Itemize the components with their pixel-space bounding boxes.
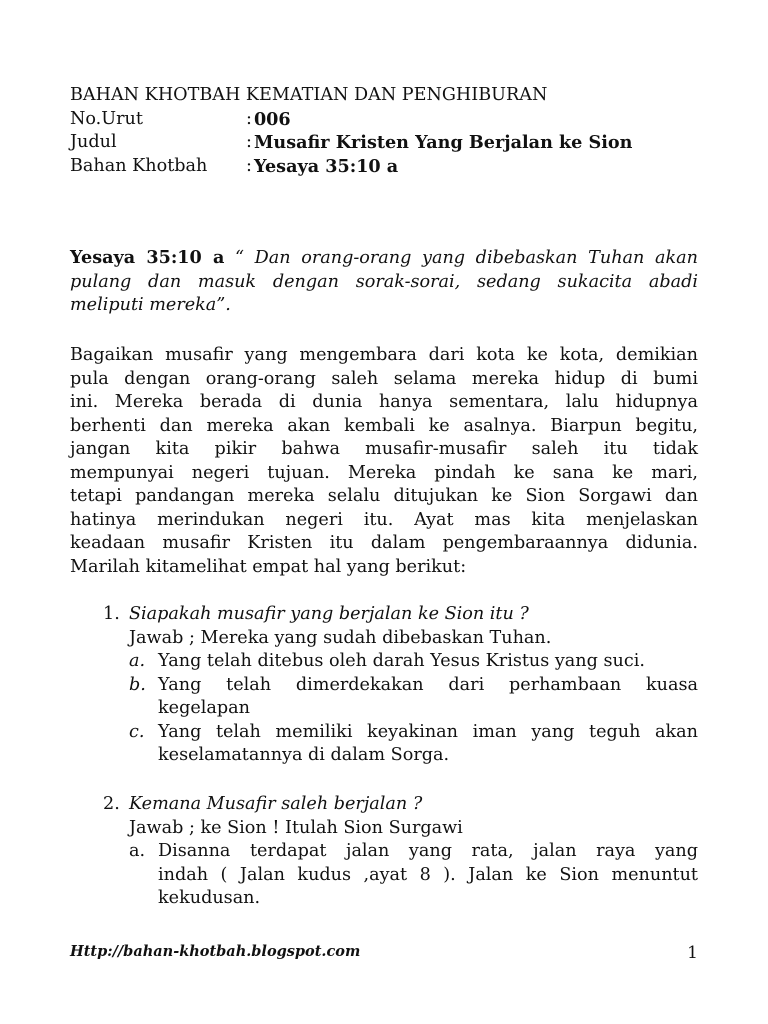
paragraph-line: keadaan musafir Kristen itu dalam pengembaraannya didunia. — [70, 533, 698, 553]
sub-item-letter: c. — [129, 721, 145, 742]
sub-item-letter: a. — [129, 841, 146, 861]
paragraph-line: mempunyai negeri tujuan. Mereka pindah ke sana ke mari, — [70, 462, 698, 483]
header-value: Yesaya 35:10 a — [253, 155, 399, 177]
header-value: Musafir Kristen Yang Berjalan ke Sion — [253, 132, 633, 153]
document-title: BAHAN KHOTBAH KEMATIAN DAN PENGHIBURAN — [70, 85, 548, 105]
point-2 — [103, 793, 698, 911]
sub-item-line: keselamatannya di dalam Sorga. — [158, 745, 450, 765]
header-label: Bahan Khotbah — [70, 155, 208, 176]
paragraph-line: jangan kita pikir bahwa musafir-musafir saleh itu tidak — [70, 439, 698, 459]
point-question-text: Siapakah musafir yang berjalan ke Sion itu ? — [129, 604, 529, 624]
sub-item — [129, 721, 698, 768]
sub-item — [129, 674, 698, 721]
sub-item-text — [158, 840, 698, 911]
sub-item-text — [158, 674, 698, 721]
sub-item-line: indah ( Jalan kudus ,ayat 8 ). Jalan ke Sion menuntut — [158, 864, 698, 885]
header-separator: : — [246, 108, 252, 129]
point-answer: Jawab ; Mereka yang sudah dibebaskan Tuhan. — [129, 627, 552, 648]
key-verse — [70, 246, 698, 318]
point-number: 1. — [103, 604, 120, 624]
paragraph-line: berhenti dan mereka akan kembali ke asalnya. Biarpun begitu, — [70, 415, 698, 436]
page-footer — [70, 943, 698, 963]
point-1 — [103, 603, 698, 768]
paragraph-line: Marilah kitamelihat empat hal yang berikut: — [70, 556, 467, 577]
sub-item-line: kekudusan. — [158, 888, 261, 908]
paragraph-line: pula dengan orang-orang saleh selama mereka hidup di bumi — [70, 368, 698, 389]
page-number: 1 — [687, 943, 698, 963]
verse-reference: Yesaya 35:10 a — [70, 247, 225, 268]
header-label: Judul — [70, 132, 117, 152]
sub-item — [129, 840, 698, 911]
point-question-text: Kemana Musafir saleh berjalan ? — [129, 794, 423, 814]
point-number: 2. — [103, 794, 120, 814]
sub-item-letter: b. — [129, 674, 146, 695]
sub-item-line: Yang telah dimerdekakan dari perhambaan kuasa — [158, 674, 698, 695]
header-label: No.Urut — [70, 108, 143, 129]
header-row-judul — [70, 131, 698, 155]
sub-item-text — [158, 650, 698, 674]
point-question — [103, 603, 698, 627]
document-header — [70, 84, 698, 178]
header-separator: : — [246, 155, 252, 176]
sub-item-line: Yang telah memiliki keyakinan iman yang teguh akan — [158, 721, 698, 742]
header-separator: : — [246, 132, 252, 152]
intro-paragraph — [70, 344, 698, 579]
paragraph-line: tetapi pandangan mereka selalu ditujukan ke Sion Sorgawi dan — [70, 486, 698, 506]
point-answer: Jawab ; ke Sion ! Itulah Sion Surgawi — [129, 817, 463, 838]
footer-url[interactable]: Http://bahan-khotbah.blogspot.com — [70, 943, 361, 960]
point-question — [103, 793, 698, 817]
sub-item-line: Yang telah ditebus oleh darah Yesus Kristus yang suci. — [158, 651, 645, 671]
sub-item-line: Disanna terdapat jalan yang rata, jalan raya yang — [158, 841, 698, 861]
sub-item — [129, 650, 698, 674]
verse-quote: “ Dan orang-orang yang dibebaskan Tuhan akan pulang dan masuk dengan sorak-sorai, sedang sukacita abadi meliputi mereka”. — [70, 248, 698, 315]
sub-item-letter: a. — [129, 651, 146, 671]
paragraph-line: ini. Mereka berada di dunia hanya sementara, lalu hidupnya — [70, 392, 698, 412]
paragraph-line: hatinya merindukan negeri itu. Ayat mas kita menjelaskan — [70, 509, 698, 530]
header-row-bahan-khotbah — [70, 155, 698, 179]
header-row-no-urut — [70, 108, 698, 132]
header-value: 006 — [253, 108, 291, 130]
paragraph-line: Bagaikan musafir yang mengembara dari kota ke kota, demikian — [70, 345, 698, 365]
sub-item-text — [158, 721, 698, 768]
sub-item-line: kegelapan — [158, 698, 250, 718]
